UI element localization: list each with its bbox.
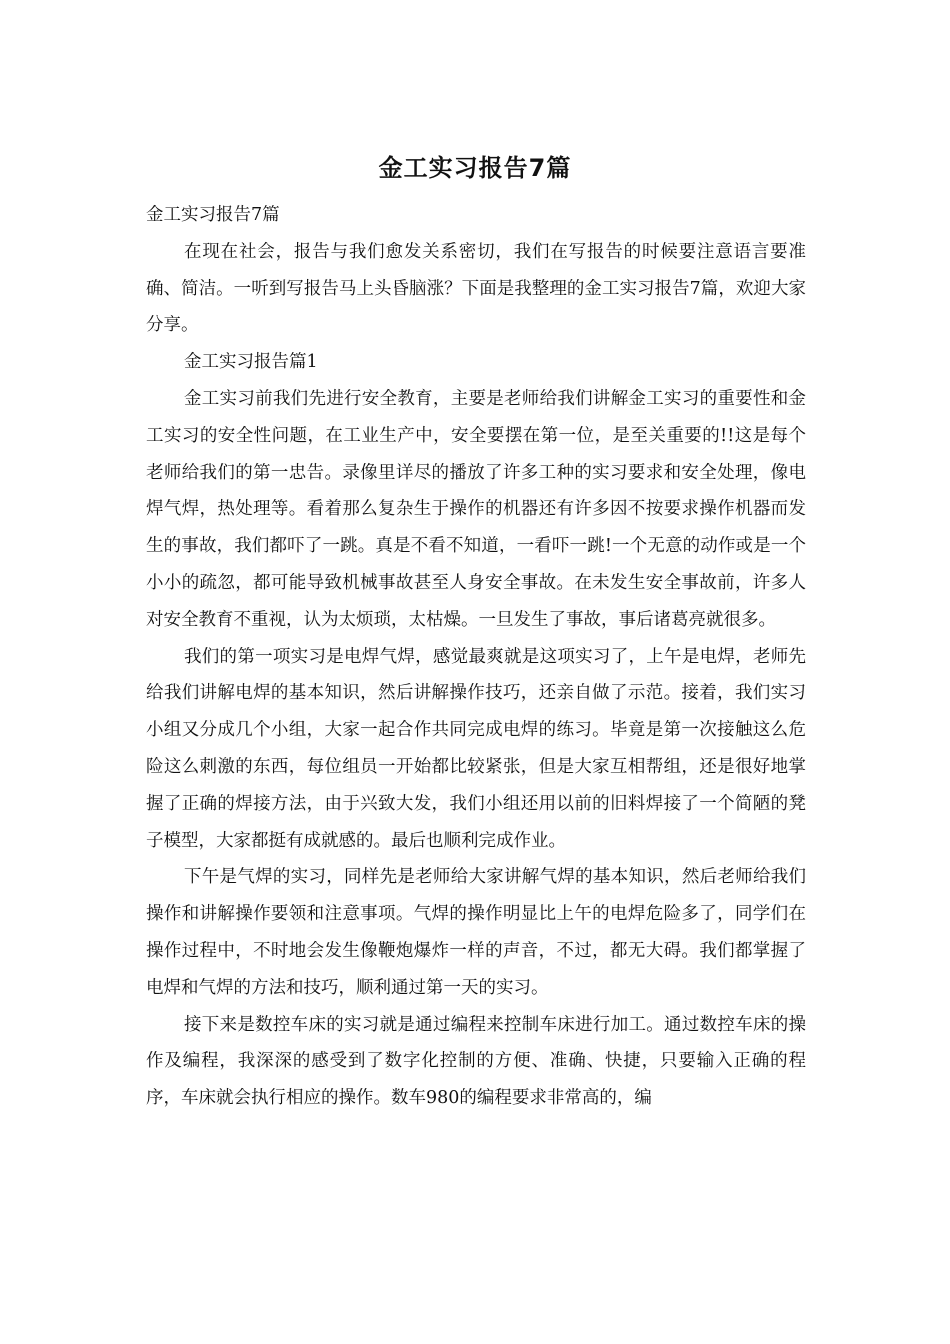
document-subtitle: 金工实习报告7篇 bbox=[146, 205, 280, 225]
body-paragraph: 接下来是数控车床的实习就是通过编程来控制车床进行加工。通过数控车床的操作及编程，我深深的感受到了数字化控制的方便、准确、快捷，只要输入正确的程序，车床就会执行相应的操作。数车980的编程要求非常高的，编 bbox=[146, 1014, 806, 1109]
document-body bbox=[146, 197, 806, 1117]
body-paragraph: 金工实习前我们先进行安全教育，主要是老师给我们讲解金工实习的重要性和金工实习的安全性问题，在工业生产中，安全要摆在第一位，是至关重要的!!这是每个老师给我们的第一忠告。录像里详尽的播放了许多工种的实习要求和安全处理，像电焊气焊，热处理等。看着那么复杂生于操作的机器还有许多因不按要求操作机器而发生的事故，我们都吓了一跳。真是不看不知道，一看吓一跳!一个无意的动作或是一个小小的疏忽，都可能导致机械事故甚至人身安全事故。在未发生安全事故前，许多人对安全教育不重视，认为太烦琐，太枯燥。一旦发生了事故，事后诸葛亮就很多。 bbox=[146, 388, 806, 630]
body-paragraph: 下午是气焊的实习，同样先是老师给大家讲解气焊的基本知识，然后老师给我们操作和讲解操作要领和注意事项。气焊的操作明显比上午的电焊危险多了，同学们在操作过程中，不时地会发生像鞭炮爆炸一样的声音，不过，都无大碍。我们都掌握了电焊和气焊的方法和技巧，顺利通过第一天的实习。 bbox=[146, 867, 806, 998]
section-heading: 金工实习报告篇1 bbox=[184, 352, 318, 373]
document-title: 金工实习报告7篇 bbox=[378, 154, 572, 182]
body-paragraph: 我们的第一项实习是电焊气焊，感觉最爽就是这项实习了，上午是电焊，老师先给我们讲解电焊的基本知识，然后讲解操作技巧，还亲自做了示范。接着，我们实习小组又分成几个小组，大家一起合作共同完成电焊的练习。毕竟是第一次接触这么危险这么刺激的东西，每位组员一开始都比较紧张，但是大家互相帮组，还是很好地掌握了正确的焊接方法，由于兴致大发，我们小组还用以前的旧料焊接了一个简陋的凳子模型，大家都挺有成就感的。最后也顺利完成作业。 bbox=[146, 646, 806, 851]
intro-paragraph: 在现在社会，报告与我们愈发关系密切，我们在写报告的时候要注意语言要准确、简洁。一听到写报告马上头昏脑涨？下面是我整理的金工实习报告7篇，欢迎大家分享。 bbox=[146, 241, 806, 336]
